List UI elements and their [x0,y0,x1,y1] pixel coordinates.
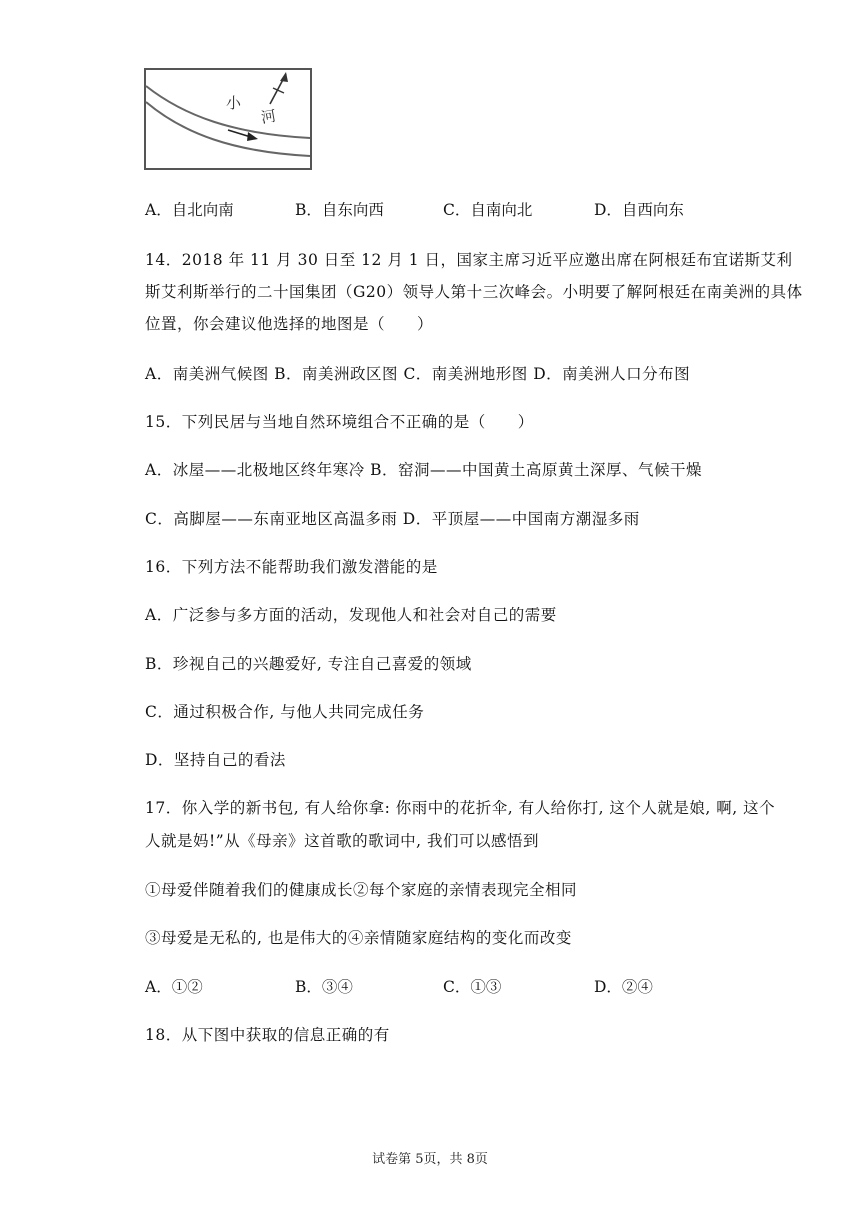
q17-stem-line2: 人就是妈!”从《母亲》这首歌的歌词中, 我们可以感悟到 [145,832,540,850]
q16-option-a: A．广泛参与多方面的活动，发现他人和社会对自己的需要 [145,606,557,624]
q17-option-b: B．③④ [295,978,353,996]
q16-option-b: B．珍视自己的兴趣爱好, 专注自己喜爱的领域 [145,655,472,673]
q13-option-d: D．自西向东 [594,201,684,219]
q15-stem: 15．下列民居与当地自然环境组合不正确的是（ ） [145,413,534,431]
q16-option-d: D．坚持自己的看法 [145,751,286,769]
q13-option-c: C．自南向北 [443,201,533,219]
label-river: 河 [259,106,278,127]
q17-statements-34: ③母爱是无私的, 也是伟大的④亲情随家庭结构的变化而改变 [145,929,572,947]
q17-statements-12: ①母爱伴随着我们的健康成长②每个家庭的亲情表现完全相同 [145,881,578,899]
q17-option-c: C．①③ [443,978,502,996]
q17-option-a: A．①② [145,978,203,996]
river-figure [144,68,312,170]
page-footer: 试卷第 5页，共 8页 [372,1152,488,1167]
q17-option-d: D．②④ [594,978,653,996]
q15-options-cd: C．高脚屋——东南亚地区高温多雨 D．平顶屋——中国南方潮湿多雨 [145,510,640,528]
label-small: 小 [226,94,242,112]
q13-option-a: A．自北向南 [145,201,234,219]
q16-option-c: C．通过积极合作, 与他人共同完成任务 [145,703,425,721]
q14-stem-line1: 14．2018 年 11 月 30 日至 12 月 1 日，国家主席习近平应邀出席在阿根廷布宜诺斯艾利 [145,251,793,269]
q18-stem: 18．从下图中获取的信息正确的有 [145,1026,390,1044]
river-map-image [144,68,312,170]
q16-stem: 16．下列方法不能帮助我们激发潜能的是 [145,558,438,576]
q17-stem-line1: 17．你入学的新书包, 有人给你拿: 你雨中的花折伞, 有人给你打, 这个人就是娘, 啊, 这个 [145,799,776,817]
q15-options-ab: A．冰屋——北极地区终年寒冷 B．窑洞——中国黄土高原黄土深厚、气候干燥 [145,461,703,479]
q14-stem-line3: 位置，你会建议他选择的地图是（ ） [145,315,434,333]
q14-stem-line2: 斯艾利斯举行的二十国集团（G20）领导人第十三次峰会。小明要了解阿根廷在南美洲的具体 [145,283,803,301]
q14-options: A．南美洲气候图 B．南美洲政区图 C．南美洲地形图 D．南美洲人口分布图 [145,365,691,383]
q13-option-b: B．自东向西 [295,201,384,219]
